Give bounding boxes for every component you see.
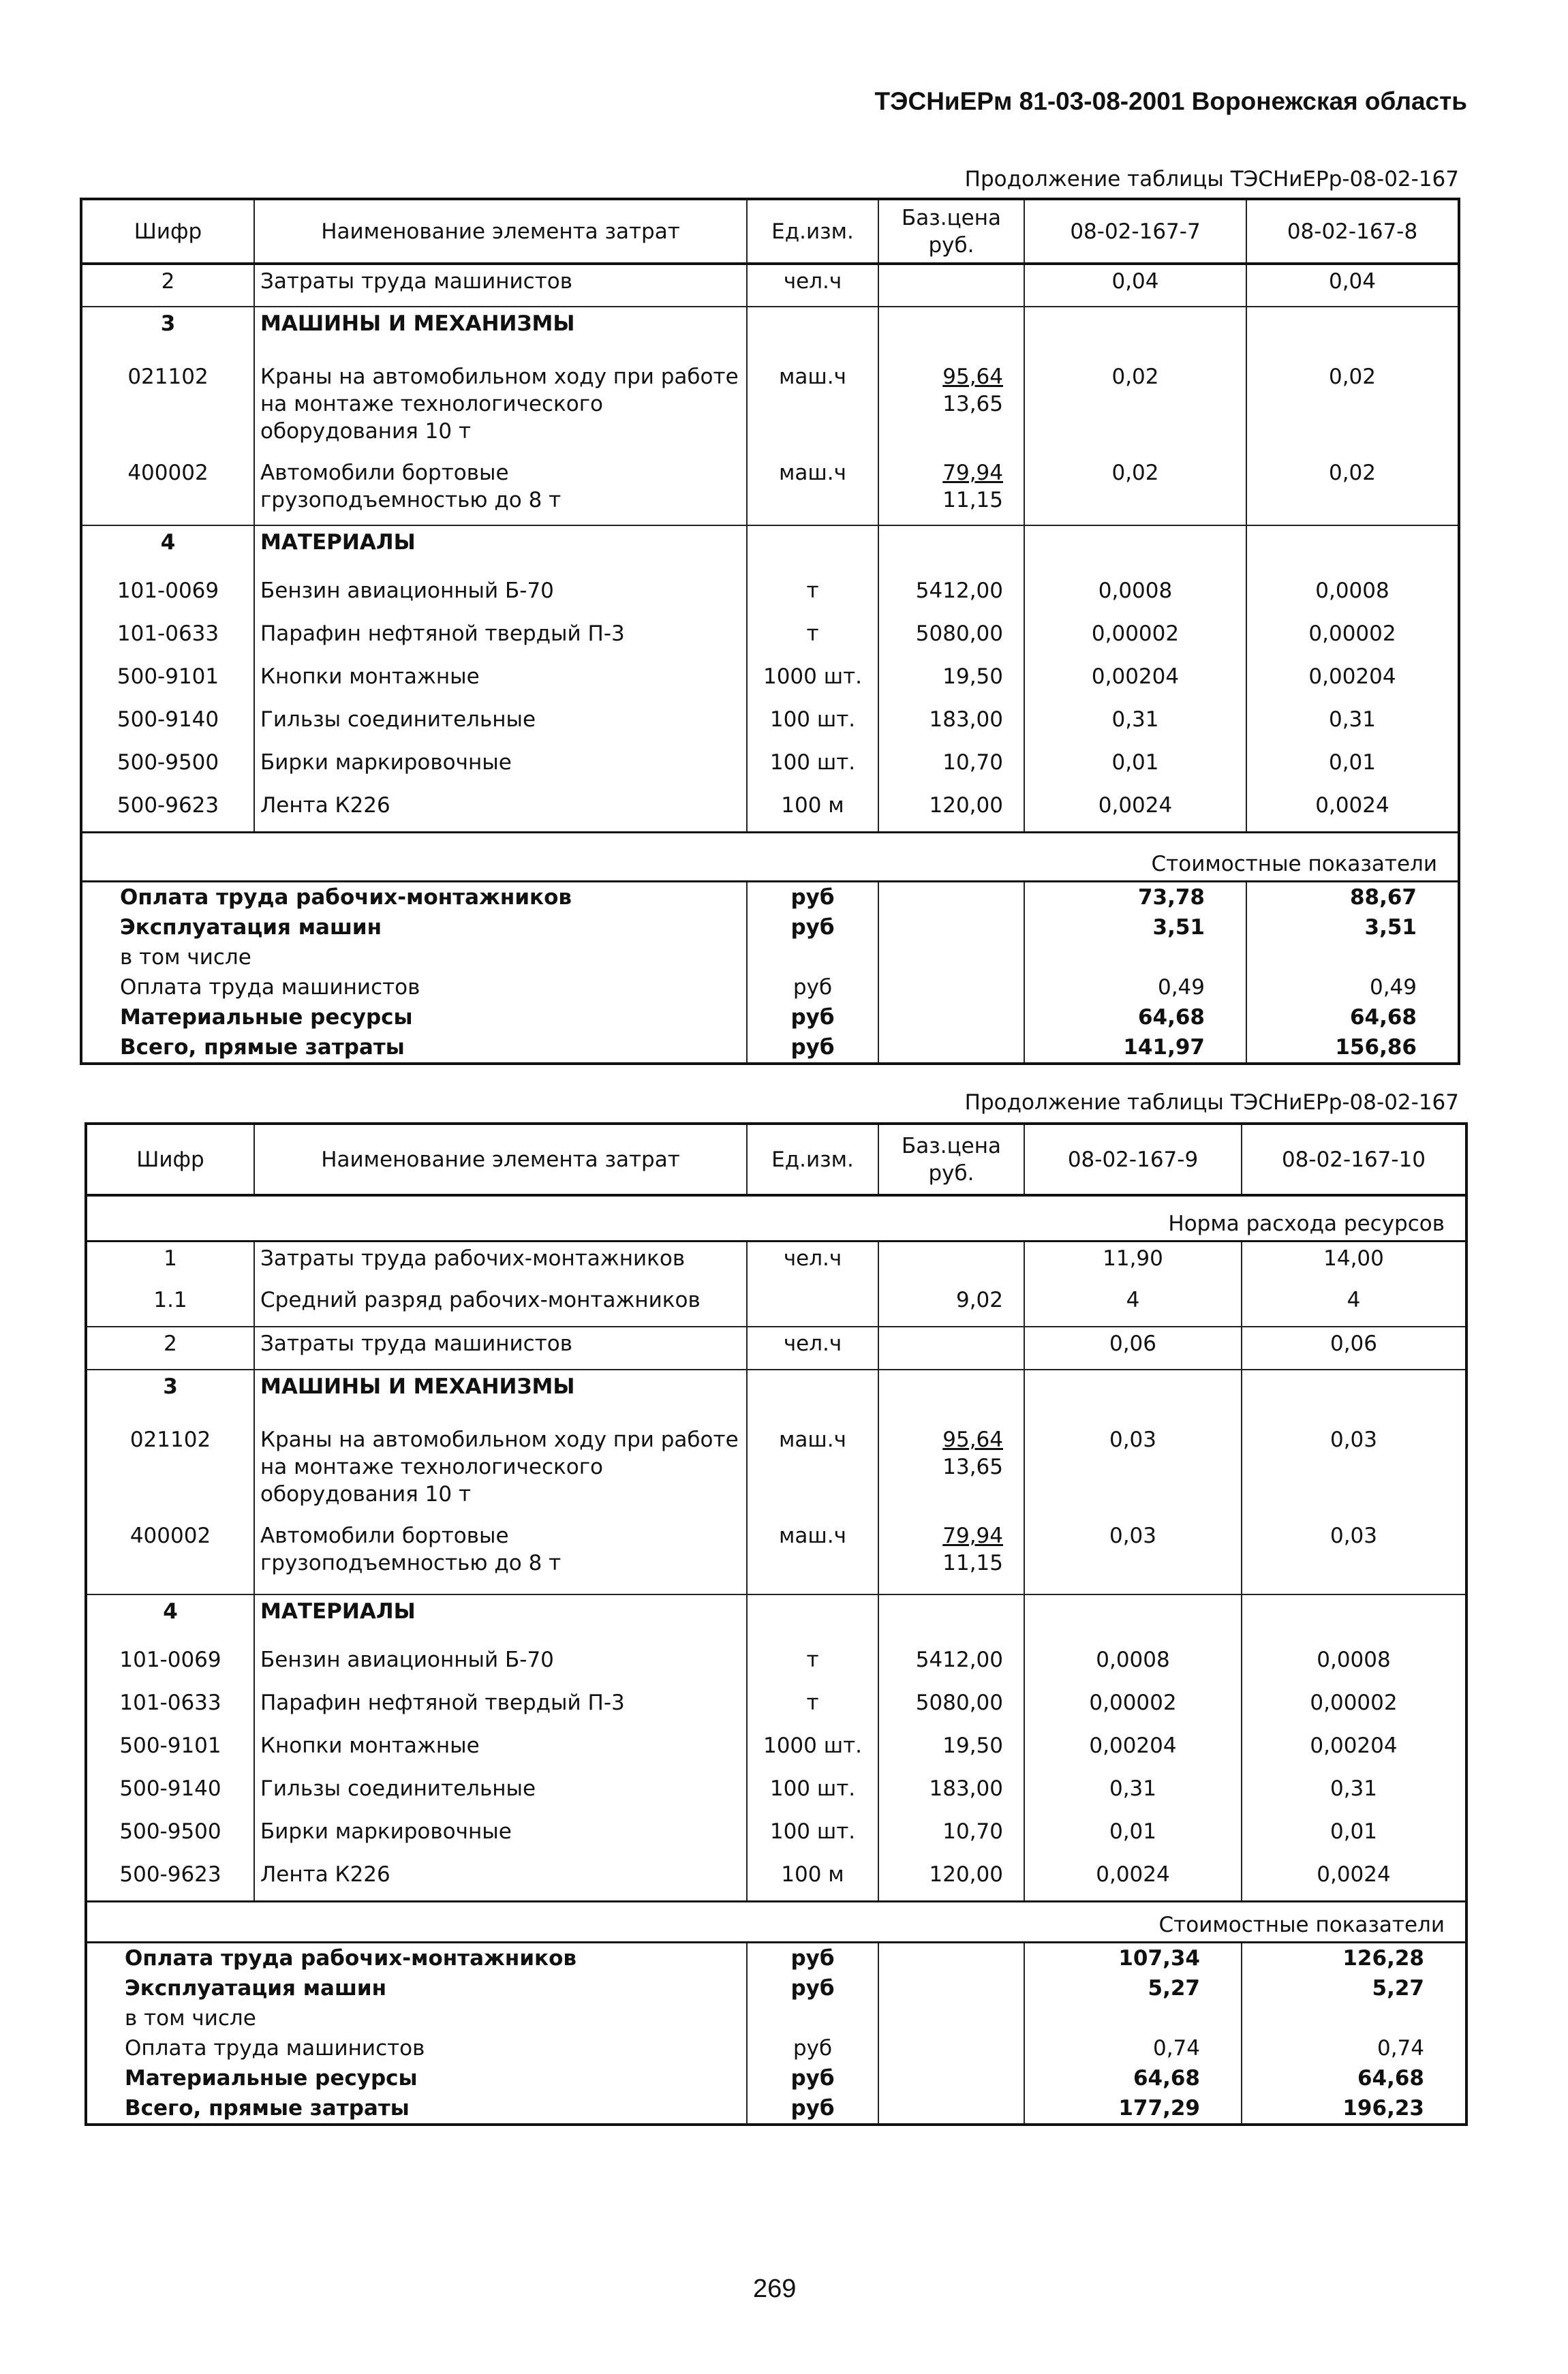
resource-name: Парафин нефтяной твердый П-3 <box>254 617 747 660</box>
norm-value-b: 0,00204 <box>1246 660 1459 703</box>
summary-name: Оплата труда машинистов <box>81 972 747 1002</box>
norm-value-a: 0,00002 <box>1024 617 1246 660</box>
summary-unit: руб <box>747 1002 878 1032</box>
summary-name: Оплата труда машинистов <box>86 2033 747 2063</box>
summary-name: Материальные ресурсы <box>86 2063 747 2093</box>
header-unit: Ед.изм. <box>747 1124 878 1195</box>
norm-value-b: 0,00002 <box>1242 1686 1466 1729</box>
resource-code: 1.1 <box>86 1284 254 1327</box>
norm-value-a: 0,01 <box>1024 1815 1242 1858</box>
norm-value-b: 0,31 <box>1246 703 1459 746</box>
norm-value-b <box>1246 525 1459 574</box>
summary-row <box>81 881 1459 912</box>
summary-value-b: 5,27 <box>1242 1973 1466 2003</box>
summary-row <box>86 2093 1466 2125</box>
header-base-price: Баз.цена руб. <box>878 1124 1024 1195</box>
table-row <box>86 1327 1466 1370</box>
table-row <box>86 1772 1466 1815</box>
resource-code: 500-9140 <box>81 703 254 746</box>
base-price-total: 120,00 <box>929 793 1003 818</box>
summary-name: Эксплуатация машин <box>81 912 747 942</box>
table-row <box>81 660 1459 703</box>
norm-label-row <box>86 1195 1466 1241</box>
base-price-total: 5080,00 <box>915 1691 1003 1715</box>
summary-empty <box>878 912 1024 942</box>
summary-row <box>81 1002 1459 1032</box>
summary-row <box>81 972 1459 1002</box>
norm-value-b: 0,0024 <box>1242 1858 1466 1901</box>
norm-value-b: 0,03 <box>1242 1520 1466 1594</box>
base-price-wage: 11,15 <box>942 1551 1003 1575</box>
table-row <box>86 1423 1466 1520</box>
summary-row <box>86 1942 1466 1973</box>
base-price-total: 5080,00 <box>915 621 1003 646</box>
summary-value-a: 5,27 <box>1024 1973 1242 2003</box>
header-norm-a: 08-02-167-7 <box>1024 199 1246 264</box>
summary-row <box>81 942 1459 972</box>
summary-unit: руб <box>747 972 878 1002</box>
unit: т <box>747 1686 878 1729</box>
norm-value-a: 0,04 <box>1024 264 1246 307</box>
base-price-total: 183,00 <box>929 1776 1003 1801</box>
norm-value-a: 0,0024 <box>1024 1858 1242 1901</box>
summary-value-a <box>1024 942 1246 972</box>
unit <box>747 1284 878 1327</box>
resource-name: Парафин нефтяной твердый П-3 <box>254 1686 747 1729</box>
resource-name: Средний разряд рабочих-монтажников <box>254 1284 747 1327</box>
resource-code: 4 <box>81 525 254 574</box>
norm-value-b <box>1246 307 1459 360</box>
base-price <box>878 703 1024 746</box>
resource-code: 3 <box>86 1370 254 1423</box>
unit: маш.ч <box>747 1423 878 1520</box>
summary-value-b <box>1242 2003 1466 2033</box>
resource-name: МАТЕРИАЛЫ <box>254 525 747 574</box>
norm-value-a: 0,31 <box>1024 703 1246 746</box>
norm-value-b: 0,0008 <box>1246 574 1459 617</box>
norm-value-b: 14,00 <box>1242 1241 1466 1284</box>
base-price-total: 95,64 <box>942 1428 1003 1452</box>
base-price <box>878 1594 1024 1644</box>
base-price-total: 5412,00 <box>915 1648 1003 1672</box>
summary-name: Всего, прямые затраты <box>86 2093 747 2125</box>
resource-name: МАШИНЫ И МЕХАНИЗМЫ <box>254 1370 747 1423</box>
table-caption-1: Продолжение таблицы ТЭСНиЕРр-08-02-167 <box>964 167 1459 191</box>
cost-label: Стоимостные показатели <box>86 1901 1466 1942</box>
summary-empty <box>878 972 1024 1002</box>
resource-code: 500-9101 <box>81 660 254 703</box>
header-unit: Ед.изм. <box>747 199 878 264</box>
base-price-total: 9,02 <box>955 1288 1003 1312</box>
summary-name: Материальные ресурсы <box>81 1002 747 1032</box>
cost-label: Стоимостные показатели <box>81 832 1459 881</box>
base-price <box>878 1370 1024 1423</box>
resource-code: 500-9140 <box>86 1772 254 1815</box>
table-row <box>86 1520 1466 1594</box>
norm-value-a: 0,03 <box>1024 1520 1242 1594</box>
base-price <box>878 789 1024 832</box>
table-row <box>86 1686 1466 1729</box>
base-price <box>878 1520 1024 1594</box>
resource-code: 021102 <box>86 1423 254 1520</box>
summary-value-a: 3,51 <box>1024 912 1246 942</box>
base-price-total: 120,00 <box>929 1862 1003 1887</box>
summary-empty <box>878 2003 1024 2033</box>
resource-code: 2 <box>86 1327 254 1370</box>
resource-name: Автомобили бортовые грузоподъемностью до 8 т <box>254 1520 747 1594</box>
base-price <box>878 1772 1024 1815</box>
summary-row <box>86 2003 1466 2033</box>
summary-value-a <box>1024 2003 1242 2033</box>
summary-empty <box>878 2033 1024 2063</box>
resource-code: 500-9500 <box>86 1815 254 1858</box>
norm-value-b: 0,0008 <box>1242 1644 1466 1686</box>
resource-code: 3 <box>81 307 254 360</box>
resource-norm-table-2 <box>84 1122 1468 2126</box>
summary-empty <box>878 1942 1024 1973</box>
summary-value-b: 0,49 <box>1246 972 1459 1002</box>
resource-norm-table-1 <box>80 198 1460 1065</box>
base-price-total: 95,64 <box>942 365 1003 389</box>
summary-row <box>86 1973 1466 2003</box>
summary-value-a: 107,34 <box>1024 1942 1242 1973</box>
resource-name: Лента К226 <box>254 1858 747 1901</box>
base-price <box>878 746 1024 789</box>
resource-code: 1 <box>86 1241 254 1284</box>
resource-name: Лента К226 <box>254 789 747 832</box>
unit <box>747 307 878 360</box>
unit: чел.ч <box>747 1327 878 1370</box>
summary-empty <box>878 2093 1024 2125</box>
resource-name: Бензин авиационный Б-70 <box>254 574 747 617</box>
base-price <box>878 1241 1024 1284</box>
summary-unit: руб <box>747 2093 878 2125</box>
resource-name: Кнопки монтажные <box>254 1729 747 1772</box>
summary-name: Эксплуатация машин <box>86 1973 747 2003</box>
resource-name: Краны на автомобильном ходу при работе на монтаже технологического оборудования 10 т <box>254 1423 747 1520</box>
norm-value-a: 0,00204 <box>1024 660 1246 703</box>
base-price <box>878 1815 1024 1858</box>
summary-value-b: 156,86 <box>1246 1032 1459 1064</box>
base-price-wage: 11,15 <box>942 488 1003 512</box>
base-price <box>878 1729 1024 1772</box>
resource-name: Затраты труда рабочих-монтажников <box>254 1241 747 1284</box>
resource-code: 4 <box>86 1594 254 1644</box>
summary-name: Всего, прямые затраты <box>81 1032 747 1064</box>
summary-value-b: 196,23 <box>1242 2093 1466 2125</box>
base-price-total: 5412,00 <box>915 579 1003 603</box>
unit: 1000 шт. <box>747 1729 878 1772</box>
summary-unit: руб <box>747 2033 878 2063</box>
base-price <box>878 307 1024 360</box>
header-name: Наименование элемента затрат <box>254 199 747 264</box>
summary-empty <box>878 2063 1024 2093</box>
summary-value-b: 3,51 <box>1246 912 1459 942</box>
table-caption-2: Продолжение таблицы ТЭСНиЕРр-08-02-167 <box>964 1090 1459 1115</box>
summary-value-a: 0,74 <box>1024 2033 1242 2063</box>
summary-row <box>86 2033 1466 2063</box>
base-price <box>878 1644 1024 1686</box>
summary-value-b: 0,74 <box>1242 2033 1466 2063</box>
summary-empty <box>878 1032 1024 1064</box>
summary-unit: руб <box>747 881 878 912</box>
resource-name: Кнопки монтажные <box>254 660 747 703</box>
table-row <box>86 1241 1466 1284</box>
header-norm-b: 08-02-167-10 <box>1242 1124 1466 1195</box>
header-row <box>86 1124 1466 1195</box>
table-row <box>81 457 1459 525</box>
table-row <box>86 1644 1466 1686</box>
base-price <box>878 1858 1024 1901</box>
summary-value-b: 126,28 <box>1242 1942 1466 1973</box>
resource-name: Бензин авиационный Б-70 <box>254 1644 747 1686</box>
table-row <box>81 746 1459 789</box>
unit: 1000 шт. <box>747 660 878 703</box>
table-row <box>81 789 1459 832</box>
norm-value-a <box>1024 1594 1242 1644</box>
table-row <box>81 574 1459 617</box>
base-price <box>878 1327 1024 1370</box>
unit: 100 м <box>747 789 878 832</box>
resource-name: МАТЕРИАЛЫ <box>254 1594 747 1644</box>
header-norm-a: 08-02-167-9 <box>1024 1124 1242 1195</box>
unit: 100 м <box>747 1858 878 1901</box>
base-price-total: 79,94 <box>942 1524 1003 1548</box>
norm-value-a: 0,31 <box>1024 1772 1242 1815</box>
running-head: ТЭСНиЕРм 81-03-08-2001 Воронежская область <box>874 87 1467 115</box>
base-price <box>878 1284 1024 1327</box>
unit: т <box>747 574 878 617</box>
unit: 100 шт. <box>747 1772 878 1815</box>
unit: маш.ч <box>747 1520 878 1594</box>
norm-value-a: 0,06 <box>1024 1327 1242 1370</box>
summary-unit: руб <box>747 1032 878 1064</box>
summary-unit: руб <box>747 2063 878 2093</box>
summary-empty <box>878 881 1024 912</box>
summary-value-a: 177,29 <box>1024 2093 1242 2125</box>
section-row <box>81 307 1459 360</box>
page-number: 269 <box>753 2275 797 2303</box>
norm-value-b: 0,31 <box>1242 1772 1466 1815</box>
norm-value-a: 0,03 <box>1024 1423 1242 1520</box>
resource-code: 500-9101 <box>86 1729 254 1772</box>
base-price-total: 19,50 <box>942 664 1003 689</box>
unit: маш.ч <box>747 360 878 457</box>
resource-code: 500-9623 <box>81 789 254 832</box>
norm-value-a: 0,0008 <box>1024 574 1246 617</box>
resource-name: Бирки маркировочные <box>254 746 747 789</box>
norm-label: Норма расхода ресурсов <box>86 1195 1466 1241</box>
resource-code: 101-0633 <box>81 617 254 660</box>
unit: т <box>747 1644 878 1686</box>
base-price <box>878 574 1024 617</box>
summary-row <box>81 912 1459 942</box>
unit: 100 шт. <box>747 703 878 746</box>
resource-name: МАШИНЫ И МЕХАНИЗМЫ <box>254 307 747 360</box>
summary-unit <box>747 2003 878 2033</box>
resource-code: 500-9623 <box>86 1858 254 1901</box>
norm-value-b: 0,01 <box>1246 746 1459 789</box>
summary-value-b: 64,68 <box>1242 2063 1466 2093</box>
norm-value-a: 0,02 <box>1024 360 1246 457</box>
summary-empty <box>878 942 1024 972</box>
norm-value-a <box>1024 307 1246 360</box>
norm-value-b: 0,04 <box>1246 264 1459 307</box>
table-row <box>86 1815 1466 1858</box>
norm-value-a <box>1024 1370 1242 1423</box>
unit <box>747 525 878 574</box>
resource-code: 2 <box>81 264 254 307</box>
resource-code: 101-0069 <box>81 574 254 617</box>
unit <box>747 1594 878 1644</box>
unit <box>747 1370 878 1423</box>
summary-value-a: 141,97 <box>1024 1032 1246 1064</box>
resource-name: Бирки маркировочные <box>254 1815 747 1858</box>
resource-code: 101-0633 <box>86 1686 254 1729</box>
summary-name: в том числе <box>81 942 747 972</box>
norm-value-a: 0,00204 <box>1024 1729 1242 1772</box>
norm-value-b: 0,00204 <box>1242 1729 1466 1772</box>
summary-row <box>81 1032 1459 1064</box>
norm-value-a: 11,90 <box>1024 1241 1242 1284</box>
norm-value-a: 0,01 <box>1024 746 1246 789</box>
norm-value-a <box>1024 525 1246 574</box>
base-price <box>878 617 1024 660</box>
base-price-wage: 13,65 <box>942 392 1003 416</box>
base-price <box>878 660 1024 703</box>
summary-unit: руб <box>747 1942 878 1973</box>
norm-value-b: 0,01 <box>1242 1815 1466 1858</box>
norm-value-a: 4 <box>1024 1284 1242 1327</box>
base-price <box>878 1686 1024 1729</box>
unit: чел.ч <box>747 264 878 307</box>
unit: 100 шт. <box>747 1815 878 1858</box>
table-row <box>86 1284 1466 1327</box>
norm-value-b: 0,06 <box>1242 1327 1466 1370</box>
norm-value-b: 0,03 <box>1242 1423 1466 1520</box>
resource-code: 400002 <box>86 1520 254 1594</box>
base-price-total: 10,70 <box>942 1819 1003 1844</box>
resource-code: 021102 <box>81 360 254 457</box>
summary-unit: руб <box>747 912 878 942</box>
unit: чел.ч <box>747 1241 878 1284</box>
header-base-price: Баз.цена руб. <box>878 199 1024 264</box>
norm-value-b: 4 <box>1242 1284 1466 1327</box>
section-row <box>86 1594 1466 1644</box>
base-price-total: 19,50 <box>942 1733 1003 1758</box>
header-code: Шифр <box>81 199 254 264</box>
header-code: Шифр <box>86 1124 254 1195</box>
norm-value-a: 0,02 <box>1024 457 1246 525</box>
norm-value-a: 0,0008 <box>1024 1644 1242 1686</box>
norm-value-b <box>1242 1370 1466 1423</box>
summary-empty <box>878 1002 1024 1032</box>
unit: т <box>747 617 878 660</box>
summary-empty <box>878 1973 1024 2003</box>
header-name: Наименование элемента затрат <box>254 1124 747 1195</box>
table-row <box>81 264 1459 307</box>
norm-value-a: 0,0024 <box>1024 789 1246 832</box>
cost-label-row <box>86 1901 1466 1942</box>
resource-name: Гильзы соединительные <box>254 1772 747 1815</box>
summary-value-a: 64,68 <box>1024 2063 1242 2093</box>
base-price <box>878 264 1024 307</box>
table-row <box>86 1858 1466 1901</box>
norm-value-b <box>1242 1594 1466 1644</box>
table-row <box>81 617 1459 660</box>
resource-name: Автомобили бортовые грузоподъемностью до 8 т <box>254 457 747 525</box>
table-row <box>86 1729 1466 1772</box>
norm-value-a: 0,00002 <box>1024 1686 1242 1729</box>
base-price <box>878 457 1024 525</box>
summary-value-b: 88,67 <box>1246 881 1459 912</box>
resource-name: Затраты труда машинистов <box>254 1327 747 1370</box>
resource-name: Затраты труда машинистов <box>254 264 747 307</box>
summary-row <box>86 2063 1466 2093</box>
summary-name: Оплата труда рабочих-монтажников <box>86 1942 747 1973</box>
norm-value-b: 0,02 <box>1246 360 1459 457</box>
base-price <box>878 525 1024 574</box>
summary-value-b: 64,68 <box>1246 1002 1459 1032</box>
norm-value-b: 0,02 <box>1246 457 1459 525</box>
resource-name: Краны на автомобильном ходу при работе на монтаже технологического оборудования 10 т <box>254 360 747 457</box>
resource-name: Гильзы соединительные <box>254 703 747 746</box>
unit: маш.ч <box>747 457 878 525</box>
table-row <box>81 703 1459 746</box>
base-price-total: 10,70 <box>942 750 1003 775</box>
header-norm-b: 08-02-167-8 <box>1246 199 1459 264</box>
unit: 100 шт. <box>747 746 878 789</box>
summary-value-a: 64,68 <box>1024 1002 1246 1032</box>
summary-unit <box>747 942 878 972</box>
resource-code: 101-0069 <box>86 1644 254 1686</box>
section-row <box>81 525 1459 574</box>
base-price-total: 183,00 <box>929 707 1003 732</box>
base-price <box>878 360 1024 457</box>
header-row <box>81 199 1459 264</box>
base-price-wage: 13,65 <box>942 1455 1003 1479</box>
summary-name: Оплата труда рабочих-монтажников <box>81 881 747 912</box>
summary-value-a: 73,78 <box>1024 881 1246 912</box>
table-row <box>81 360 1459 457</box>
norm-value-b: 0,00002 <box>1246 617 1459 660</box>
resource-code: 400002 <box>81 457 254 525</box>
base-price-total: 79,94 <box>942 461 1003 485</box>
summary-unit: руб <box>747 1973 878 2003</box>
cost-label-row <box>81 832 1459 881</box>
base-price <box>878 1423 1024 1520</box>
summary-value-a: 0,49 <box>1024 972 1246 1002</box>
resource-code: 500-9500 <box>81 746 254 789</box>
summary-value-b <box>1246 942 1459 972</box>
section-row <box>86 1370 1466 1423</box>
summary-name: в том числе <box>86 2003 747 2033</box>
norm-value-b: 0,0024 <box>1246 789 1459 832</box>
